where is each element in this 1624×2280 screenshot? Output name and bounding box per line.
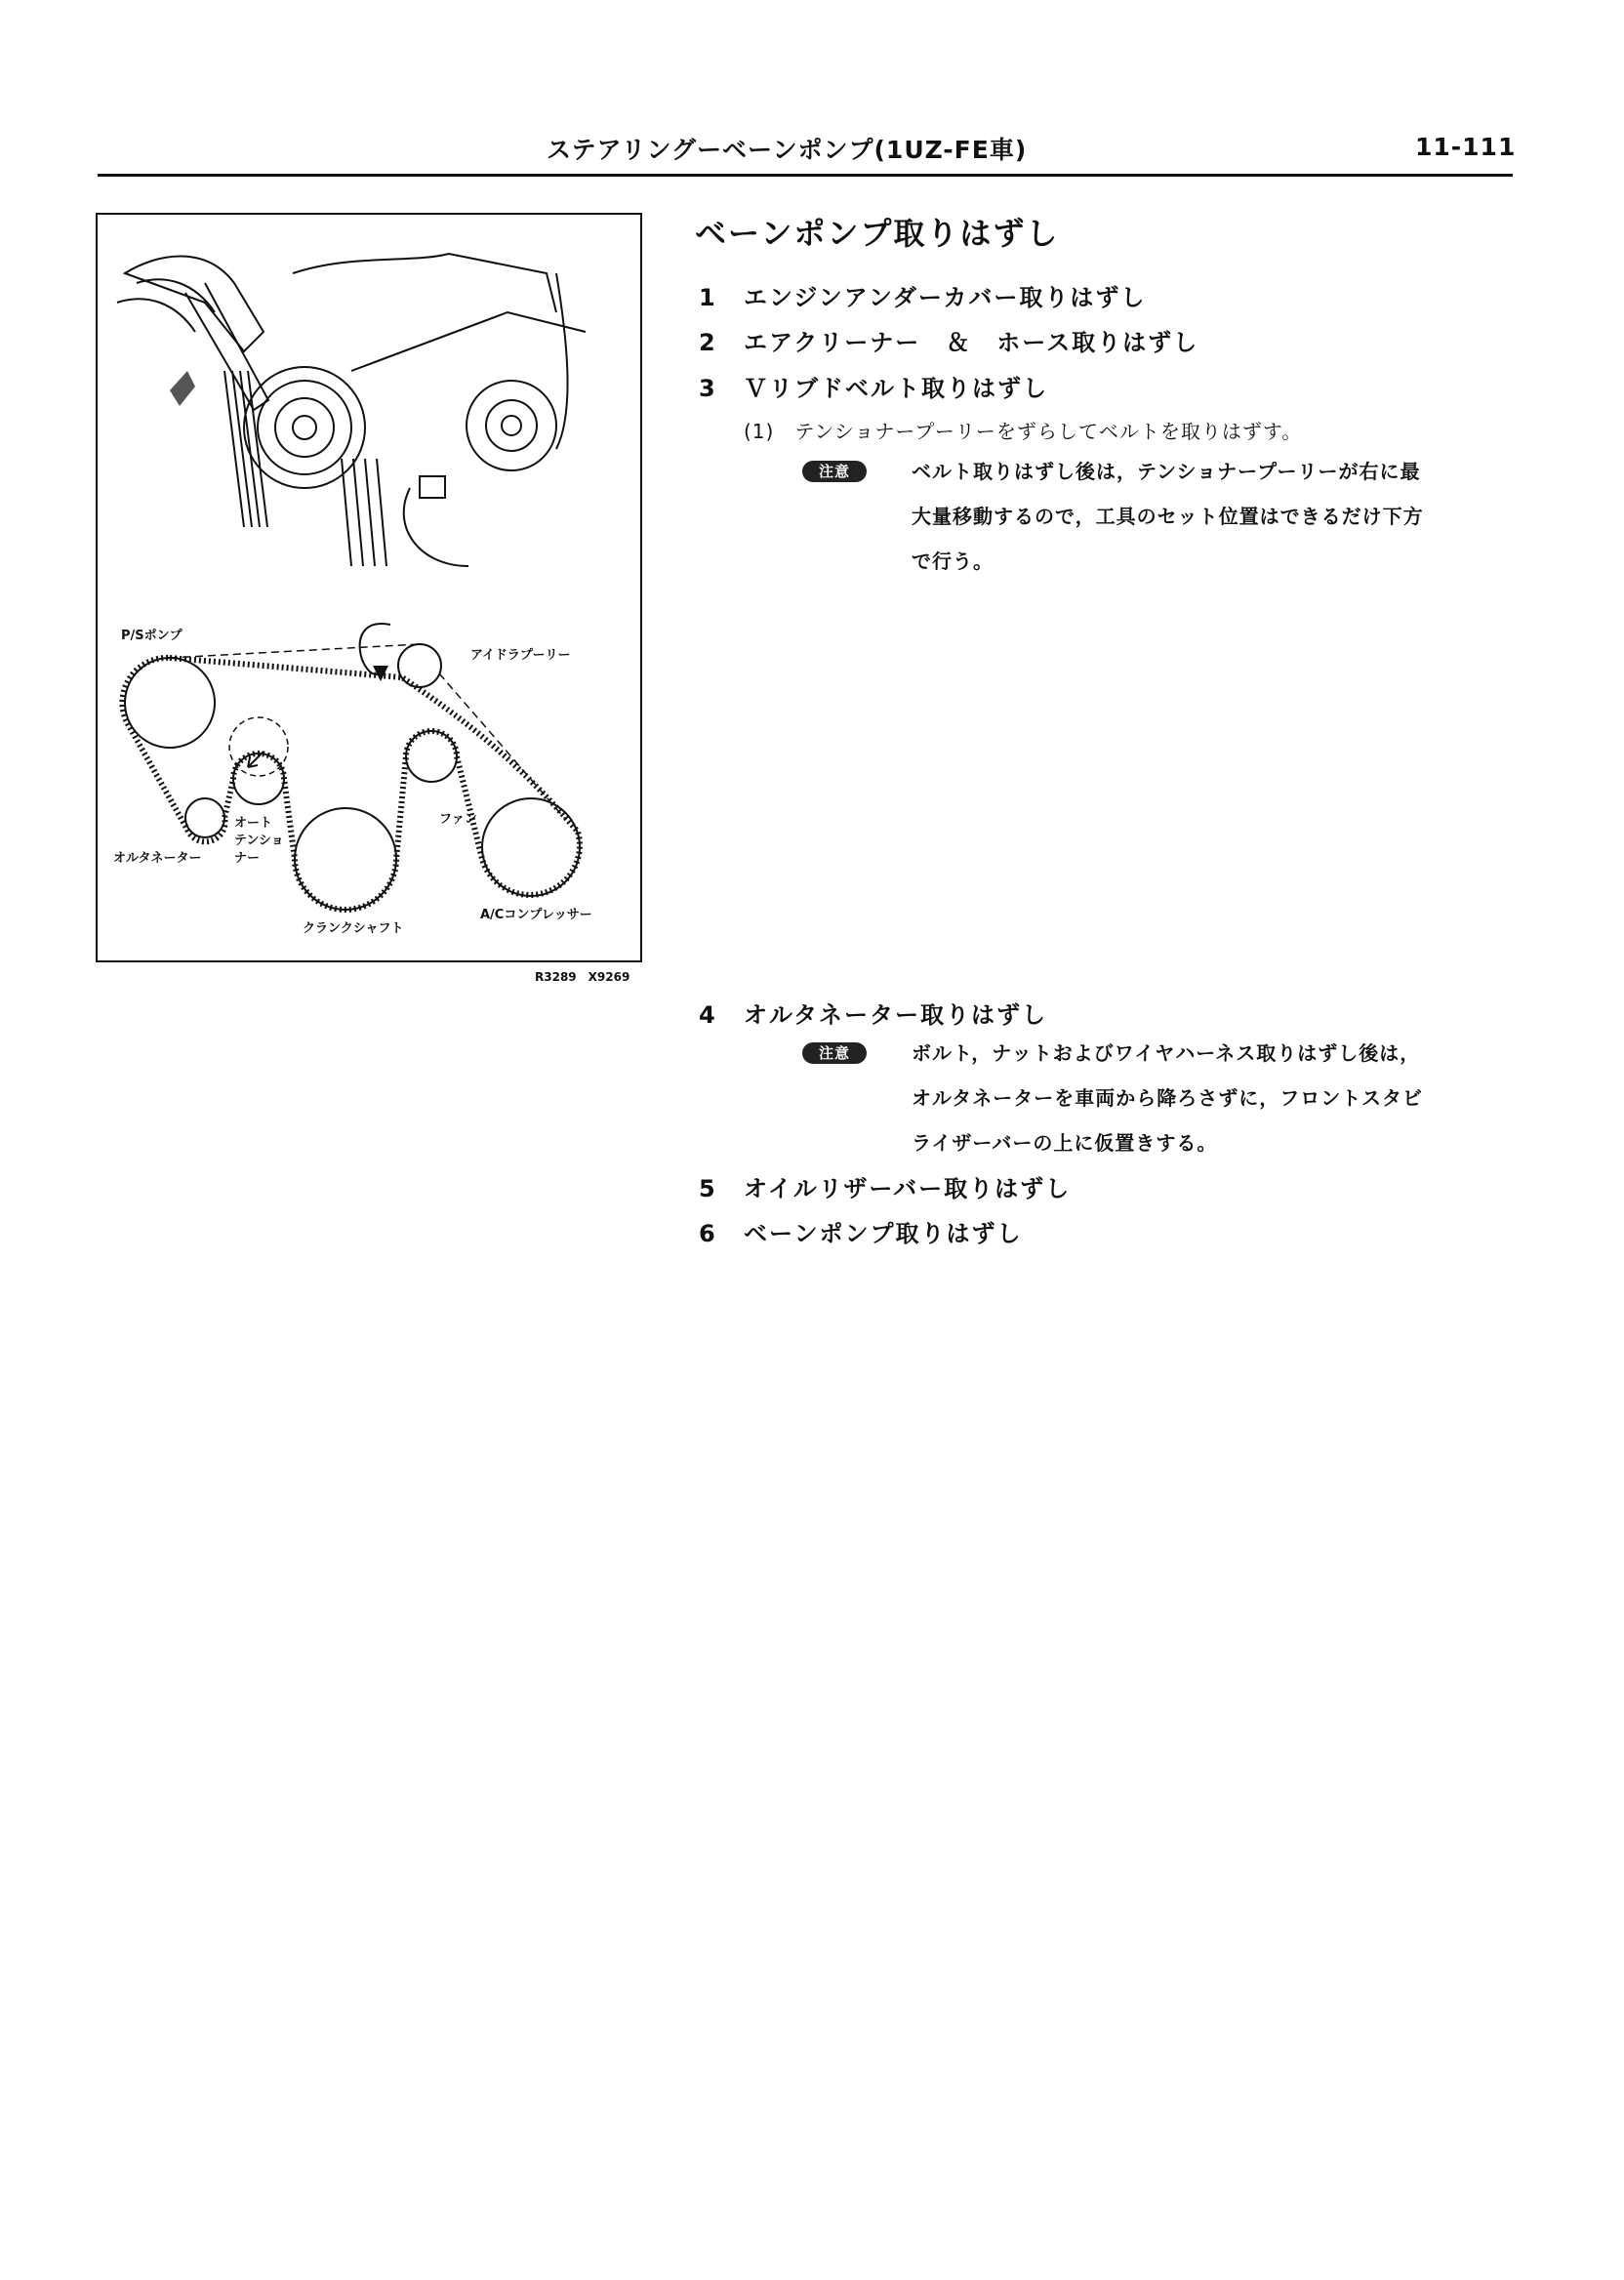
step-number: 1 (699, 284, 717, 311)
belt-routing-diagram (122, 624, 580, 910)
label-alternator: オルタネーター (113, 851, 202, 866)
label-idler-pulley: アイドラプーリー (470, 648, 571, 663)
v-ribbed-belt (122, 658, 580, 910)
step-number: 2 (699, 329, 717, 356)
tensioner-moved-outline (229, 717, 288, 776)
step-number: 5 (699, 1175, 717, 1202)
figure-code: R3289 X9269 (535, 970, 630, 984)
note-line: 大量移動するので，工具のセット位置はできるだけ下方 (912, 505, 1424, 528)
wrench-illustration (117, 254, 586, 566)
label-crankshaft: クランクシャフト (303, 921, 404, 936)
header-rule (98, 174, 1513, 177)
step-text: オルタネーター取りはずし (744, 1001, 1048, 1029)
step-3 (699, 369, 1048, 403)
step-6 (699, 1214, 1023, 1248)
page-number: 11-111 (1415, 133, 1517, 161)
header-title: ステアリングーベーンポンプ(1UZ-FE車) (547, 136, 1028, 164)
note-line: で行う。 (912, 550, 994, 573)
rotation-arrow-icon (170, 371, 195, 406)
step-text: エンジンアンダーカバー取りはずし (744, 284, 1147, 311)
label-auto-tensioner-2: テンショ (234, 834, 284, 848)
step-number: 6 (699, 1220, 717, 1247)
step-number: 4 (699, 1001, 717, 1029)
step-text: オイルリザーバー取りはずし (744, 1175, 1072, 1202)
caution-badge: 注意 (802, 1042, 867, 1064)
caution-note-2 (912, 1031, 1517, 1165)
section-title: ベーンポンプ取りはずし (695, 215, 1060, 252)
note-line: ベルト取りはずし後は，テンショナープーリーが右に最 (912, 460, 1421, 483)
idler-pulley (398, 644, 441, 687)
step-text: Ｖリブドベルト取りはずし (744, 375, 1048, 402)
label-ac-compressor: A/Cコンプレッサー (480, 908, 592, 922)
label-auto-tensioner-3: ナー (234, 851, 261, 866)
belt-diagram-figure (96, 213, 642, 962)
substep-1: (1) テンショナープーリーをずらしてベルトを取りはずす。 (744, 420, 1303, 443)
note-line: ボルト，ナットおよびワイヤハーネス取りはずし後は， (912, 1041, 1421, 1065)
caution-badge: 注意 (802, 461, 867, 482)
note-line: オルタネーターを車両から降ろさずに，フロントスタビ (912, 1086, 1423, 1110)
step-text: ベーンポンプ取りはずし (744, 1220, 1023, 1247)
label-auto-tensioner-1: オート (234, 816, 273, 831)
step-4 (699, 996, 1047, 1030)
label-ps-pump: P/Sポンプ (121, 629, 183, 643)
step-number: 3 (699, 375, 717, 402)
step-1 (699, 278, 1146, 312)
step-text: エアクリーナー ＆ ホース取りはずし (744, 329, 1199, 356)
step-2 (699, 323, 1198, 357)
caution-note-1 (912, 449, 1517, 584)
fan-pulley (406, 731, 457, 782)
label-fan: ファン (439, 812, 477, 827)
step-5 (699, 1169, 1071, 1203)
note-line: ライザーバーの上に仮置きする。 (912, 1131, 1218, 1155)
